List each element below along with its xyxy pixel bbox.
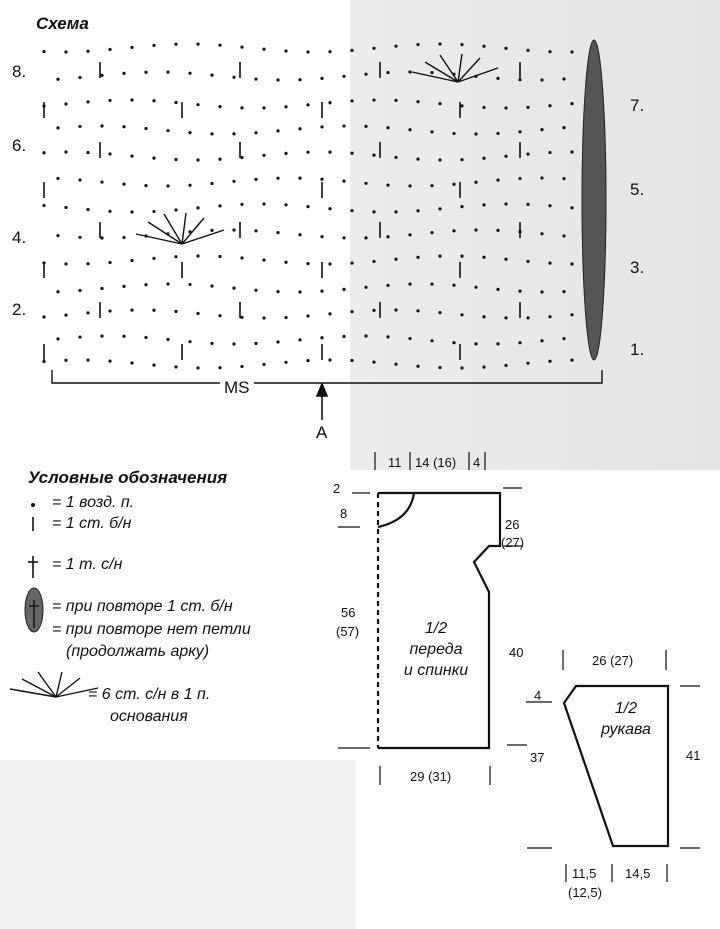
body-label-front: переда bbox=[409, 641, 463, 658]
row-number-3: 3. bbox=[630, 258, 645, 277]
body-dim-side-length-alt: (57) bbox=[336, 624, 360, 639]
sleeve-dim-bottom-right: 14,5 bbox=[625, 866, 651, 881]
legend-repeat-sc-text: = при повторе 1 ст. б/н bbox=[52, 598, 233, 615]
legend-dot-symbol bbox=[31, 503, 35, 507]
sleeve-dim-bottom-left: 11,5 bbox=[572, 866, 597, 881]
body-dim-neck-depth: 8 bbox=[340, 506, 348, 521]
legend-fan-symbol bbox=[10, 672, 98, 697]
legend-fan-base-text: основания bbox=[110, 708, 188, 725]
body-dim-armhole: 26 bbox=[505, 517, 520, 532]
body-dim-top-left: 11 bbox=[388, 455, 402, 470]
legend-fan-text: = 6 ст. с/н в 1 п. bbox=[88, 686, 211, 703]
ms-label: MS bbox=[220, 378, 254, 398]
row-number-7: 7. bbox=[630, 96, 645, 115]
row-number-8: 8. bbox=[12, 62, 27, 81]
body-dim-side-length: 56 bbox=[341, 605, 356, 620]
sleeve-piece-dimension-lines bbox=[526, 650, 700, 882]
legend-single-crochet-text: = 1 ст. б/н bbox=[52, 515, 132, 532]
body-label-back: и спинки bbox=[403, 662, 469, 679]
legend-chain-text: = 1 возд. п. bbox=[52, 494, 135, 511]
body-piece-label bbox=[386, 618, 486, 681]
legend-continue-arch-text: (продолжать арку) bbox=[66, 643, 210, 660]
arrow-a-label: A bbox=[316, 423, 328, 442]
body-dim-top-mid: 14 (16) bbox=[415, 455, 457, 470]
sleeve-piece-label bbox=[588, 698, 664, 740]
row-number-1: 1. bbox=[630, 340, 645, 359]
row-number-6: 6. bbox=[12, 136, 27, 155]
row-number-2: 2. bbox=[12, 300, 27, 319]
body-label-fraction: 1/2 bbox=[424, 620, 448, 637]
body-dim-bottom: 29 (31) bbox=[410, 769, 452, 784]
row-number-4: 4. bbox=[12, 228, 27, 247]
scheme-title: Схема bbox=[36, 14, 89, 33]
body-dim-neck-drop: 2 bbox=[333, 481, 341, 496]
sleeve-label-sleeve: рукава bbox=[601, 721, 651, 738]
sleeve-dim-top: 26 (27) bbox=[592, 653, 634, 668]
sleeve-label-fraction: 1/2 bbox=[614, 700, 638, 717]
sleeve-dim-cap: 4 bbox=[534, 688, 542, 703]
legend-repeat-none-text: = при повторе нет петли bbox=[52, 621, 251, 638]
legend-cross-symbol bbox=[28, 556, 38, 578]
legend-title: Условные обозначения bbox=[28, 468, 228, 487]
body-dim-top-right: 4 bbox=[473, 455, 481, 470]
sleeve-dim-bottom-left-alt: (12,5) bbox=[568, 885, 602, 900]
body-dim-armhole-alt: (27) bbox=[501, 535, 525, 550]
row-number-5: 5. bbox=[630, 180, 645, 199]
sleeve-dim-right-height: 41 bbox=[686, 748, 701, 763]
legend-triple-text: = 1 т. с/н bbox=[52, 556, 123, 573]
sleeve-dim-left-height: 37 bbox=[530, 750, 545, 765]
body-dim-lower-side: 40 bbox=[509, 645, 524, 660]
